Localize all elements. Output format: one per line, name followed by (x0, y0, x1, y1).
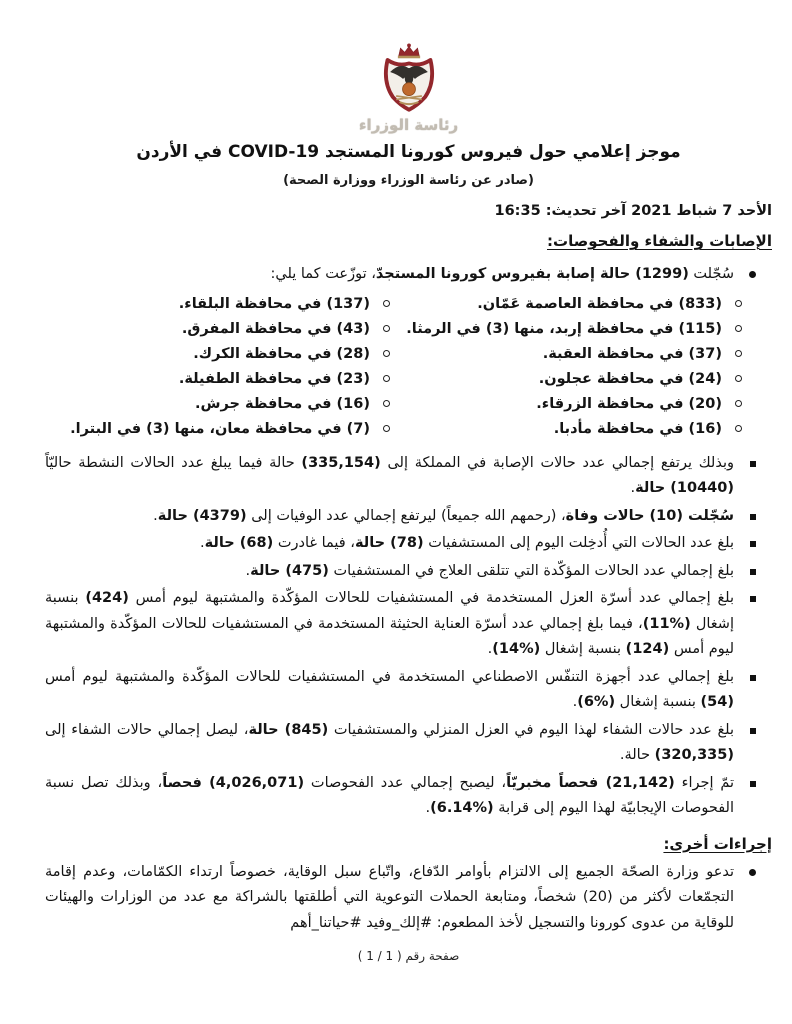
list-item: (16) في محافظة جرش. (45, 392, 390, 417)
circle-bullet-icon (735, 325, 742, 332)
circle-bullet-icon (735, 375, 742, 382)
square-bullet-icon (750, 569, 756, 575)
circle-bullet-icon (735, 425, 742, 432)
square-bullet-icon (750, 514, 756, 520)
governorates-list (45, 292, 772, 442)
dot-bullet-icon (749, 271, 756, 278)
circle-bullet-icon (383, 325, 390, 332)
circle-bullet-icon (383, 425, 390, 432)
circle-bullet-icon (735, 350, 742, 357)
governorates-column-right (390, 292, 742, 442)
square-bullet-icon (750, 596, 756, 602)
list-item: وبذلك يرتفع إجمالي عدد حالات الإصابة في المملكة إلى (335,154) حالة فيما يبلغ عدد الحالات النشطة حاليّاً (10440) حالة. (45, 451, 772, 502)
emblem-caption: رئاسة الوزراء (358, 116, 459, 134)
circle-bullet-icon (735, 400, 742, 407)
date-last-updated: الأحد 7 شباط 2021 آخر تحديث: 16:35 (494, 203, 772, 219)
list-item: بلغ إجمالي عدد أسرّة العزل المستخدمة في المستشفيات للحالات المؤكّدة والمشتبهة ليوم أمس (424) بنسبة إشغال (%11)، فيما بلغ إجمالي عدد أسرّة العناية الحثيثة المستخدمة في المستشفيات للحالات المؤكّدة والمشتبهة ليوم أمس (124) بنسبة إشغال (%14). (45, 586, 772, 663)
square-bullet-icon (750, 461, 756, 467)
cases-intro-text: سُجّلت (1299) حالة إصابة بفيروس كورونا المستجدّ، توزّعت كما يلي: (270, 266, 734, 282)
circle-bullet-icon (383, 350, 390, 357)
list-item: بلغ إجمالي عدد أجهزة التنفّس الاصطناعي المستخدمة في المستشفيات للحالات المؤكّدة والمشتبهة ليوم أمس (54) بنسبة إشغال (%6). (45, 665, 772, 716)
circle-bullet-icon (383, 375, 390, 382)
list-item: (16) في محافظة مأدبا. (390, 417, 742, 442)
list-item: (115) في محافظة إربد، منها (3) في الرمثا. (390, 317, 742, 342)
cases-intro-bullet (45, 262, 772, 288)
document-header (45, 42, 772, 188)
list-item: بلغ عدد الحالات التي أُدخِلت اليوم إلى المستشفيات (78) حالة، فيما غادرت (68) حالة. (45, 531, 772, 557)
list-item: (833) في محافظة العاصمة عَمّان. (390, 292, 742, 317)
dot-bullet-icon (749, 869, 756, 876)
list-item: بلغ إجمالي عدد الحالات المؤكّدة التي تتلقى العلاج في المستشفيات (475) حالة. (45, 559, 772, 585)
circle-bullet-icon (383, 300, 390, 307)
square-bullet-icon (750, 675, 756, 681)
jordan-coat-of-arms-icon (361, 42, 457, 114)
section-heading-cases: الإصابات والشفاء والفحوصات: (547, 232, 772, 250)
circle-bullet-icon (383, 400, 390, 407)
square-bullet-icon (750, 781, 756, 787)
list-item: (20) في محافظة الزرقاء. (390, 392, 742, 417)
list-item: سُجّلت (10) حالات وفاة، (رحمهم الله جميعاً) ليرتفع إجمالي عدد الوفيات إلى (4379) حالة. (45, 504, 772, 530)
document-subtitle: (صادر عن رئاسة الوزراء ووزارة الصحة) (283, 173, 534, 188)
page-number: صفحة رقم ( 1 / 1 ) (357, 949, 460, 963)
actions-text: تدعو وزارة الصحّة الجميع إلى الالتزام بأوامر الدّفاع، واتّباع سبل الوقاية، خصوصاً ارتداء الكمّامات، وعدم إقامة التجمّعات لأكثر من (20) شخصاً، ومتابعة الحملات التوعوية التي أطلقتها بالشراكة مع عدد من الوزارات والهيئات للوقاية من عدوى كورونا والتسجيل لأخذ المطعوم: #إلك_وفيد #حياتنا_أهم (45, 863, 735, 931)
section-heading-actions: إجراءات أخرى: (663, 834, 772, 853)
list-item: (43) في محافظة المفرق. (45, 317, 390, 342)
list-item: (28) في محافظة الكرك. (45, 342, 390, 367)
square-bullet-icon (750, 541, 756, 547)
list-item: (23) في محافظة الطفيلة. (45, 367, 390, 392)
list-item: (37) في محافظة العقبة. (390, 342, 742, 367)
circle-bullet-icon (735, 300, 742, 307)
statistics-bullet-list (45, 451, 772, 822)
square-bullet-icon (750, 728, 756, 734)
document-title: موجز إعلامي حول فيروس كورونا المستجد ⁦COVID-19⁩ في الأردن (136, 142, 681, 162)
governorates-column-left (45, 292, 390, 442)
actions-bullet (45, 860, 772, 937)
list-item: تمّ إجراء (21,142) فحصاً مخبريّاً، ليصبح إجمالي عدد الفحوصات (4,026,071) فحصاً، وبذلك تصل نسبة الفحوصات الإيجابيّة لهذا اليوم إلى قرابة (%6.14). (45, 771, 772, 822)
list-item: (7) في محافظة معان، منها (3) في البترا. (45, 417, 390, 442)
list-item: بلغ عدد حالات الشفاء لهذا اليوم في العزل المنزلي والمستشفيات (845) حالة، ليصل إجمالي حالات الشفاء إلى (320,335) حالة. (45, 718, 772, 769)
list-item: (137) في محافظة البلقاء. (45, 292, 390, 317)
list-item: (24) في محافظة عجلون. (390, 367, 742, 392)
